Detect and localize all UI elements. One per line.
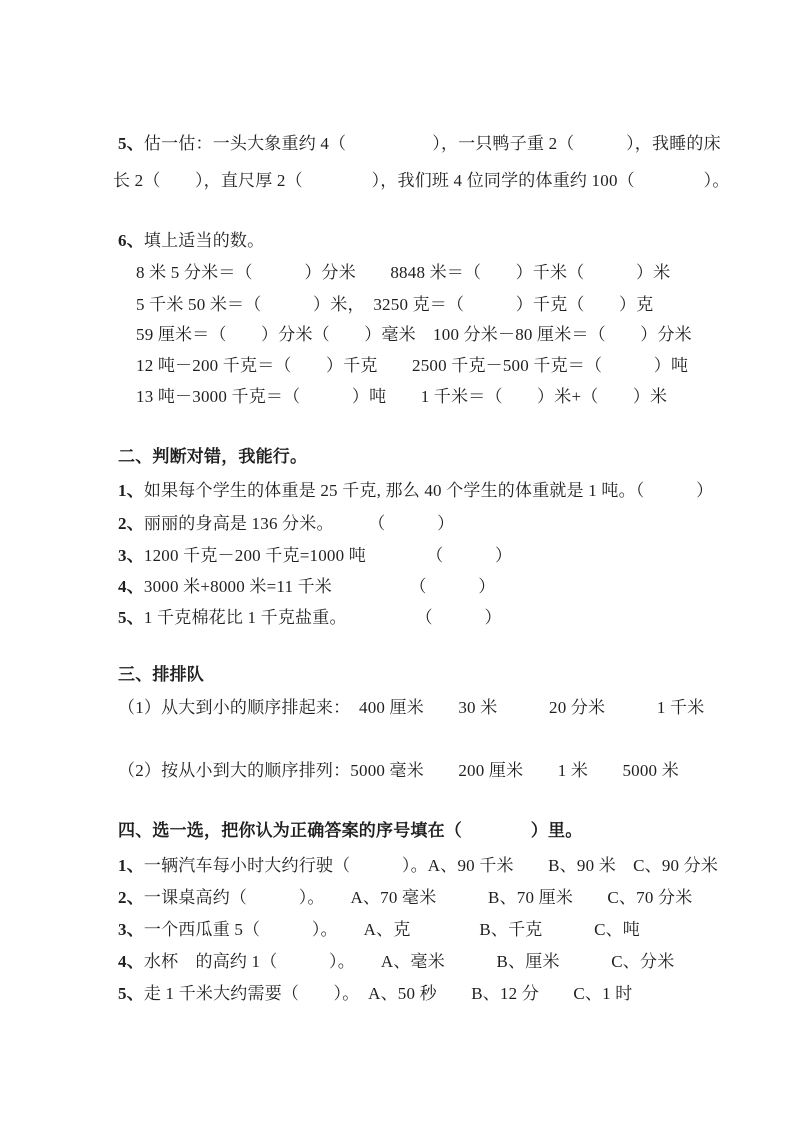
line-text: 走 1 千米大约需要（ ）。 A、50 秒 B、12 分 C、1 时 [143, 984, 633, 1003]
line-text: 1200 千克－200 千克=1000 吨 （ ） [143, 546, 513, 565]
line-text: 一辆汽车每小时大约行驶（ ）。A、90 千米 B、90 米 C、90 分米 [143, 856, 719, 875]
line-text: 如果每个学生的体重是 25 千克, 那么 40 个学生的体重就是 1 吨。（ ） [143, 481, 714, 500]
q6-row-2 [136, 294, 653, 315]
line-text: 59 厘米＝（ ）分米（ ）毫米 100 分米－80 厘米＝（ ）分米 [136, 325, 692, 344]
sec2-heading [118, 446, 307, 467]
sec3-item-2 [118, 760, 679, 781]
q5-line-1 [118, 133, 721, 154]
line-text: （2）按从小到大的顺序排列：5000 毫米 200 厘米 1 米 5000 米 [118, 761, 679, 780]
question-number: 6、 [118, 231, 144, 250]
q6-row-4 [136, 355, 688, 376]
item-number: 1、 [118, 481, 144, 500]
item-number: 1、 [118, 856, 144, 875]
sec2-item-2 [118, 513, 454, 534]
item-number: 2、 [118, 888, 144, 907]
sec3-heading [118, 664, 204, 685]
line-text: 3000 米+8000 米=11 千米 （ ） [143, 577, 496, 596]
line-text: 8 米 5 分米＝（ ）分米 8848 米＝（ ）千米（ ）米 [136, 263, 671, 282]
q6-title [118, 230, 264, 251]
section-number: 二、 [118, 447, 153, 466]
line-text: （1）从大到小的顺序排起来： 400 厘米 30 米 20 分米 1 千米 [118, 698, 705, 717]
item-number: 4、 [118, 577, 144, 596]
line-text: 一课桌高约（ ）。 A、70 毫米 B、70 厘米 C、70 分米 [143, 888, 693, 907]
sec4-item-4 [118, 951, 674, 972]
line-text: 1 千克棉花比 1 千克盐重。 （ ） [143, 608, 502, 627]
line-text: 一个西瓜重 5（ ）。 A、克 B、千克 C、吨 [143, 920, 641, 939]
heading-text: 排排队 [152, 665, 205, 684]
item-number: 5、 [118, 984, 144, 1003]
item-number: 5、 [118, 608, 144, 627]
line-text: 13 吨－3000 千克＝（ ）吨 1 千米＝（ ）米+（ ）米 [136, 387, 668, 406]
sec2-item-4 [118, 576, 496, 597]
sec3-item-1 [118, 697, 704, 718]
line-text: 水杯 的高约 1（ ）。 A、毫米 B、厘米 C、分米 [143, 952, 675, 971]
q5-line-2 [113, 170, 730, 191]
sec4-item-3 [118, 919, 640, 940]
q6-row-5 [136, 386, 667, 407]
question-number: 5、 [118, 134, 144, 153]
section-number: 四、 [118, 821, 153, 840]
sec2-item-1 [118, 480, 713, 501]
line-text: 长 2（ ），直尺厚 2（ ），我们班 4 位同学的体重约 100（ ）。 [113, 171, 730, 190]
q6-row-1 [136, 262, 670, 283]
line-text: 估一估：一头大象重约 4（ ），一只鸭子重 2（ ），我睡的床 [143, 134, 721, 153]
sec2-item-3 [118, 545, 512, 566]
item-number: 4、 [118, 952, 144, 971]
item-number: 2、 [118, 514, 144, 533]
line-text: 填上适当的数。 [143, 231, 265, 250]
section-number: 三、 [118, 665, 153, 684]
item-number: 3、 [118, 920, 144, 939]
sec4-item-5 [118, 983, 633, 1004]
heading-text: 选一选，把你认为正确答案的序号填在（ ）里。 [152, 821, 583, 840]
line-text: 5 千米 50 米＝（ ）米， 3250 克＝（ ）千克（ ）克 [136, 295, 654, 314]
sec4-item-1 [118, 855, 718, 876]
q6-row-3 [136, 324, 692, 345]
sec4-heading [118, 820, 582, 841]
item-number: 3、 [118, 546, 144, 565]
sec2-item-5 [118, 607, 502, 628]
sec4-item-2 [118, 887, 692, 908]
line-text: 12 吨－200 千克＝（ ）千克 2500 千克－500 千克＝（ ）吨 [136, 356, 689, 375]
line-text: 丽丽的身高是 136 分米。 （ ） [143, 514, 455, 533]
heading-text: 判断对错，我能行。 [152, 447, 308, 466]
